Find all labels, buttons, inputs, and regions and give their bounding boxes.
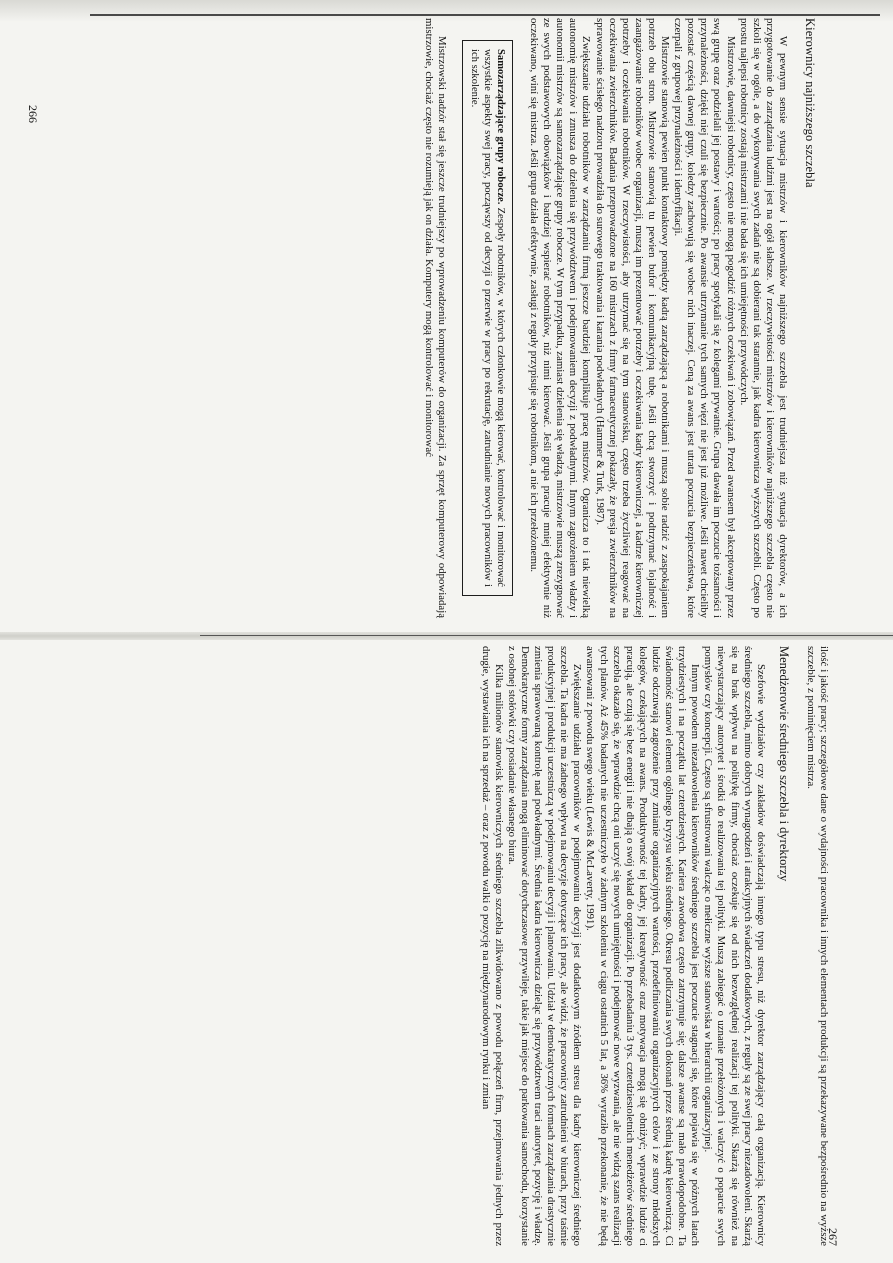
paragraph: Mistrzowie stanowią pewien punkt kontaktowy pomiędzy kadrą zarządzającą a robotnikami i muszą sobie radzić z zaspokajaniem potrzeb obu stron. Mistrzowie stanowią tu pewien bufor i komunikacyjną tubę. Jeśli chcą stworzyć i podtrzymać lojalność i zaangażowanie robotników wobec organizacji, muszą im prezentować potrzeby i oczekiwania kadry kierowniczej, a kadrze kierowniczej potrzeby i oczekiwania robotników. W rzeczywistości, aby utrzymać się na tym stanowisku, często trzeba życzliwiej reagować na oczekiwania zwierzchników. Badania przeprowadzone na 160 mistrzach z firmy farmaceutycznej pokazały, że presja zwierzchników na sprawowanie ścisłego nadzoru prowadziła do surowego traktowania i karania podwładnych (Hammer & Turk, 1987).: [593, 18, 672, 618]
page-266: [0, 18, 893, 634]
gutter-line: [200, 635, 893, 636]
paragraph: W pewnym sensie sytuacja mistrzów i kierowników najniższego szczebla jest trudniejsza niż sytuacja dyrektorów, a ich przygotowanie do zarządzania ludźmi jest na ogół słabsze. W rzeczywistości mistrzów i kierowników najniższego szczebla często nie szkoli się w ogóle, a do wykonywania swych zadań nie są dobierani tak starannie, jak kadra kierownicza wyższych szczebli. Często po prostu najlepsi robotnicy zostają mistrzami i nie bada się ich umiejętności przywódczych.: [737, 18, 789, 618]
page-number-267: 267: [826, 1228, 840, 1246]
running-head-266: Kierownicy najniższego szczebla: [803, 18, 817, 188]
paragraph: Innym powodem niezadowolenia kierowników średniego szczebla jest poczucie stagnacji się, które pojawia się w późnych latach trzydziestych i na początku lat czterdziestych. Kariera zawodowa często zatrzymuje się; dalsze awanse są mało prawdopodobne. Ta świadomość stanowi element ogólnego kryzysu wieku średniego. Okresu podliczania swych dokonań przez średnią kadrę kierowniczą. Ci ludzie odczuwają zagrożenie przy zmianie organizacyjnych wartości, przedefiniowaniu organizacyjnych celów i ze strony młodszych kolegów, czekających na awans. Produktywność tej kadry, jej kreatywność oraz motywacja mogą się obniżyć; wprawdzie ludzie ci pracują, ale czują się bez energii i nie dbają o swój wkład do organizacji. Po przebadaniu 3 tys. czterdziestoletnich menedżerów średniego szczebla okazało się, że wprawdzie chcą oni uczyć się nowych umiejętności i podejmować nowe wyzwania, ale nie widzą szans realizacji tych planów. Aż 45% badanych nie uczestniczyło w żadnym szkoleniu w ciągu ostatnich 5 lat, a 36% wyraziło przekonanie, że nie będą awansowani z powodu swego wieku (Lewis & McLaverty, 1991).: [584, 646, 702, 1246]
paragraph: Kilka milionów stanowisk kierowniczych średniego szczebla zlikwidowano z powodu połączeń firm, przejmowania jednych przez drugie, wystawiania ich na sprzedaż – oraz z powodu walki o pozycję na międzynarodowym rynku i zmian: [479, 646, 505, 1246]
top-rule: [90, 14, 880, 16]
paragraph: Szefowie wydziałów czy zakładów doświadczają innego typu stresu, niż dyrektor zarządzający całą organizacją. Kierownicy średniego szczebla, mimo dobrych wynagrodzeń i atrakcyjnych świadczeń dodatkowych, z reguły są ze swej pracy niezadowoleni. Skarżą się na brak wpływu na politykę firmy, chociaż oczekuje się od nich bezwzględnej realizacji tej polityki. Skarżą się również na niewystarczający autorytet i środki do realizowania tej polityki. Muszą zabiegać o uznanie przełożonych i walczyć o poparcie swych pomysłów czy koncepcji. Często są sfrustrowani walcząc o mełiczne wyższe stanowiska w hierarchii organizacyjnej.: [702, 646, 767, 1246]
page-267-content: [60, 646, 830, 1246]
paragraph: Zwiększanie udziału robotników w zarządzaniu firmą jeszcze bardziej komplikuje pracę mistrzów. Ogranicza to i tak niewielką autonomię mistrzów i zmusza do dzielenia się przywództwem i podejmowaniem decyzji z podwładnymi. Innym zagrożeniem władzy i autonomii mistrzów są samozarządzające grupy robocze. W tym przypadku, zamiast dzielenia się władzą, mistrzowie muszą zrezygnować ze swych podstawowych obowiązków i bardziej wspierać robotników, niż nimi kierować. Jeśli grupa pracuje mniej efektywnie niż oczekiwano, winí się mistrza. Jeśli grupa działa efektywnie, zasługi z reguły przypisuje się robotnikom, a nie ich przełożonemu.: [528, 18, 593, 618]
paragraph: Mistrzowski nadzór stał się jeszcze trudniejszy po wprowadzeniu komputerów do organizacji. Za sprzęt komputerowy odpowiadają mistrzowie, chociaż często nie rozumieją jak on działa. Komputery mogą kontrolować i monitorować: [422, 18, 448, 618]
definition-box: [462, 40, 513, 596]
definition-term: Samozarządzające grupy robocze.: [495, 49, 507, 205]
paragraph: Zwiększanie udziału pracowników w podejmowaniu decyzji jest dodatkowym źródłem stresu dla kadry kierowniczej średniego szczebla. Ta kadra nie ma żadnego wpływu na decyzje dotyczące ich pracy, ale widzi, że pracownicy zatrudnieni w biurach, przy taśmie produkcyjnej i produkcji uczestniczą w podejmowaniu decyzji i planowaniu. Udział w demokratycznych formach zarządzania drastycznie zmienia sprawowaną kontrolę nad podwładnymi. Średnia kadra kierownicza dzieląc się przywództwem traci autorytet, pozycję i władzę. Demokratyczne formy zarządzania mogą eliminować dotychczasowe przywileje, takie jak miejsce do parkowania samochodu, korzystanie z osobnej stołówki czy posiadanie własnego biura.: [505, 646, 584, 1246]
paragraph: Mistrzowie, dawniejsi robotnicy, często nie mogą pogodzić różnych oczekiwań i zobowiązań. Przed awansem był akceptowany przez swą grupę oraz podzielali jej postawy i wartości; po pracy spotykali się z kolegami prywatnie. Grupa dawała im poczucie tożsamości i przynależności, dzięki niej czuli się bezpiecznie. Po awansie utrzymanie tych samych więzi nie jest już możliwe. Jeśli nawet chcieliby pozostać częścią dawnej grupy, koledzy zachowują się wobec nich inaczej. Ceną za awans jest utrata poczucia bezpieczeństwa, które czerpali z grupowej przynależności i identyfikacji.: [672, 18, 737, 618]
book-gutter: [0, 632, 893, 640]
page-267: [0, 646, 893, 1262]
definition-text: Zespoły robotników, w których członkowie mogą kierować, kontrolować i monitorować wszystkie aspekty swej pracy, począwszy od decyzji o przerwie w pracy po rekrutację, zatrudnianie nowych pracowników i ich szkolenie.: [468, 49, 507, 587]
section-title: Menedżerowie średniego szczebla i dyrektorzy: [776, 646, 791, 882]
paragraph: ilość i jakość pracy; szczegółowe dane o wydajności pracownika i innych elementach produkcji są przekazywane bezpośrednio na wyższe szczeble, z pominięciem mistrza.: [804, 646, 830, 1246]
page-266-content: [50, 18, 820, 618]
page-number-266: 266: [26, 105, 40, 123]
